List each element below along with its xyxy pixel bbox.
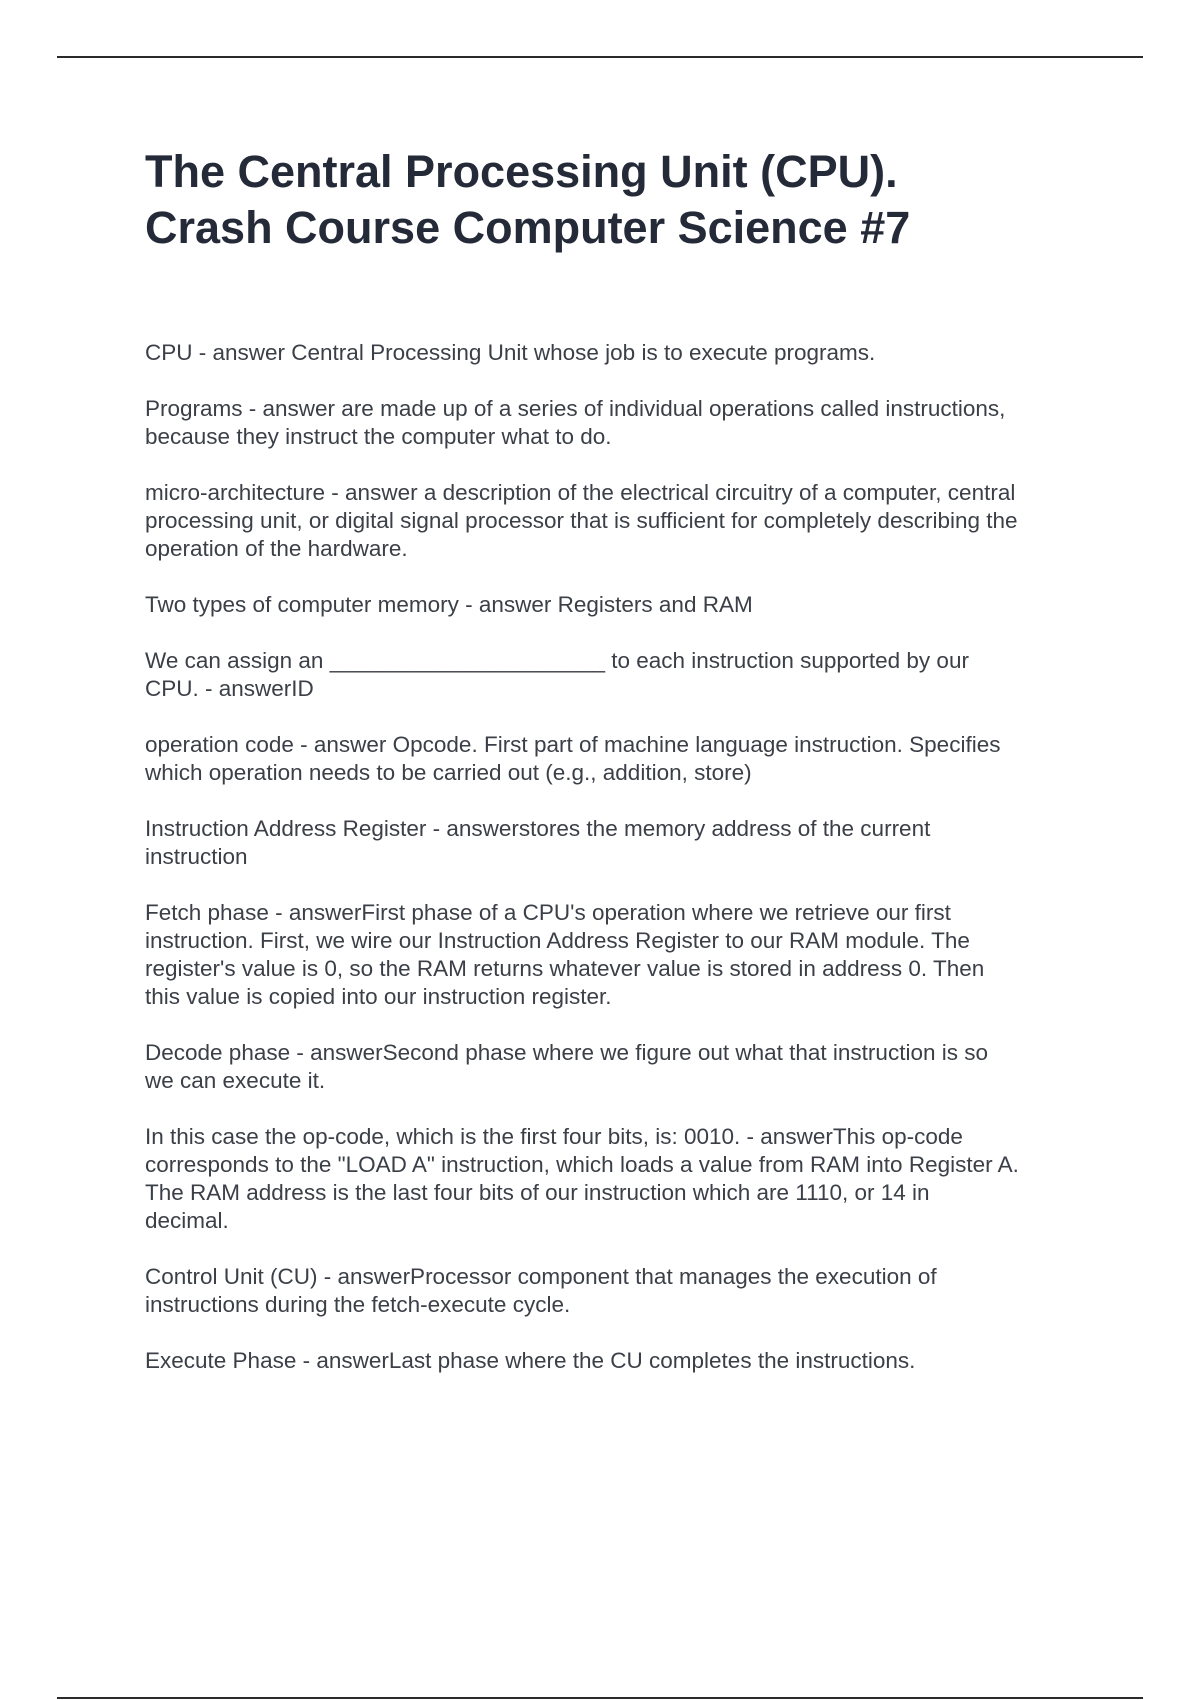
qa-item-operation-code: operation code - answer Opcode. First part of machine language instruction. Specifies which operation needs to be carried out (e.g., addition, store) — [145, 732, 1001, 785]
title-line-1: The Central Processing Unit (CPU). — [145, 146, 898, 197]
qa-item-memory-types: Two types of computer memory - answer Registers and RAM — [145, 592, 753, 617]
qa-item-instruction-id: We can assign an ______________________ to each instruction supported by our CPU. - answerID — [145, 648, 969, 701]
qa-list — [145, 339, 1090, 1403]
qa-item-cpu: CPU - answer Central Processing Unit whose job is to execute programs. — [145, 340, 876, 365]
top-rule — [57, 56, 1143, 58]
document-title — [145, 144, 1105, 256]
qa-item-op-code-example: In this case the op-code, which is the first four bits, is: 0010. - answerThis op-code corresponds to the "LOAD A" instruction, which loads a value from RAM into Register A. The RAM address is the last four bits of our instruction which are 1110, or 14 in decimal. — [145, 1124, 1019, 1233]
qa-item-programs: Programs - answer are made up of a series of individual operations called instructions, because they instruct the computer what to do. — [145, 396, 1006, 449]
qa-item-execute-phase: Execute Phase - answerLast phase where the CU completes the instructions. — [145, 1348, 916, 1373]
qa-item-decode-phase: Decode phase - answerSecond phase where we figure out what that instruction is so we can execute it. — [145, 1040, 988, 1093]
qa-item-fetch-phase: Fetch phase - answerFirst phase of a CPU's operation where we retrieve our first instruction. First, we wire our Instruction Address Register to our RAM module. The register's value is 0, so the RAM returns whatever value is stored in address 0. Then this value is copied into our instruction register. — [145, 900, 985, 1009]
bottom-rule — [57, 1697, 1143, 1699]
qa-item-micro-architecture: micro-architecture - answer a description of the electrical circuitry of a computer, central processing unit, or digital signal processor that is sufficient for completely describing the operation of the hardware. — [145, 480, 1018, 561]
qa-item-control-unit: Control Unit (CU) - answerProcessor component that manages the execution of instructions during the fetch-execute cycle. — [145, 1264, 937, 1317]
title-line-2: Crash Course Computer Science #7 — [145, 202, 911, 253]
qa-item-instruction-address-register: Instruction Address Register - answerstores the memory address of the current instruction — [145, 816, 931, 869]
